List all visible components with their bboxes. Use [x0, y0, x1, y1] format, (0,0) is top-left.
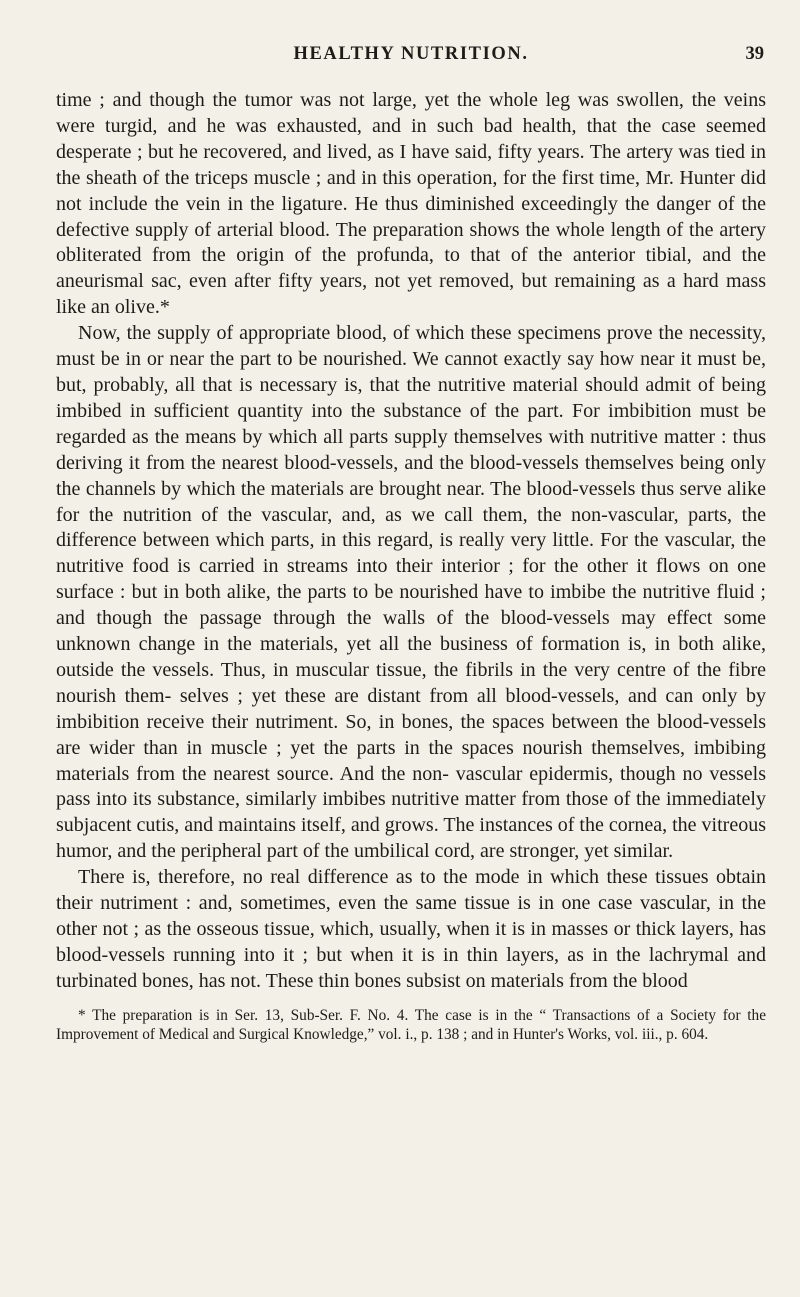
paragraph-1: time ; and though the tumor was not large, yet the whole leg was swollen, the veins were turgid, and he was exhausted, and in such bad health, that the case seemed desperate ; but he recovered, and lived, as I have said, fifty years. The artery was tied in the sheath of the triceps muscle ; and in this operation, for the first time, Mr. Hunter did not include the vein in the ligature. He thus diminished exceedingly the danger of the defective supply of arterial blood. The preparation shows the whole length of the artery obliterated from the origin of the profunda, to that of the anterior tibial, and the aneurismal sac, even after fifty years, not yet removed, but remaining as a hard mass like an olive.*	[56, 89, 766, 319]
paragraph-2: Now, the supply of appropriate blood, of which these specimens prove the necessity, must be in or near the part to be nourished. We cannot exactly say how near it must be, but, probably, all that is necessary is, that the nutritive material should admit of being imbibed in sufficient quantity into the substance of the part. For imbibition must be regarded as the means by which all parts supply themselves with nutritive matter : thus deriving it from the nearest blood-vessels, and the blood-vessels themselves being only the channels by which the materials are brought near. The blood-vessels thus serve alike for the nutrition of the vascular, and, as we call them, the non-vascular, parts, the difference between which parts, in this regard, is really very little. For the vascular, the nutritive food is carried in streams into their interior ; for the other it flows on one surface : but in both alike, the parts to be nourished have to imbibe the nutritive fluid ; and though the passage through the walls of the blood-vessels may effect some unknown change in the materials, yet all the business of formation is, in both alike, outside the vessels. Thus, in muscular tissue, the fibrils in the very centre of the fibre nourish them- selves ; yet these are distant from all blood-vessels, and can only by imbibition receive their nutriment. So, in bones, the spaces between the blood-vessels are wider than in muscle ; yet the parts in the spaces nourish themselves, imbibing materials from the nearest source. And the non- vascular epidermis, though no vessels pass into its substance, similarly imbibes nutritive matter from those of the immediately subjacent cutis, and maintains itself, and grows. The instances of the cornea, the vitreous humor, and the peripheral part of the umbilical cord, are stronger, yet similar.	[56, 322, 766, 863]
running-head	[56, 44, 766, 74]
book-page	[56, 44, 766, 1045]
body-text	[56, 88, 766, 995]
paragraph-3: There is, therefore, no real difference as to the mode in which these tissues obtain their nutriment : and, sometimes, even the same tissue is in one case vascular, in the other not ; as the osseous tissue, which, usually, when it is in masses or thick layers, has blood-vessels running into it ; but when it is in thin layers, as in the lachrymal and turbinated bones, has not. These thin bones subsist on materials from the blood	[56, 866, 766, 992]
footnote: * The preparation is in Ser. 13, Sub-Ser. F. No. 4. The case is in the “ Transactions of a Society for the Improvement of Medical and Surgical Knowledge,” vol. i., p. 138 ; and in Hunter's Works, vol. iii., p. 604.	[56, 1006, 766, 1044]
running-head-title: HEALTHY NUTRITION.	[293, 44, 529, 64]
page-number: 39	[745, 44, 764, 64]
